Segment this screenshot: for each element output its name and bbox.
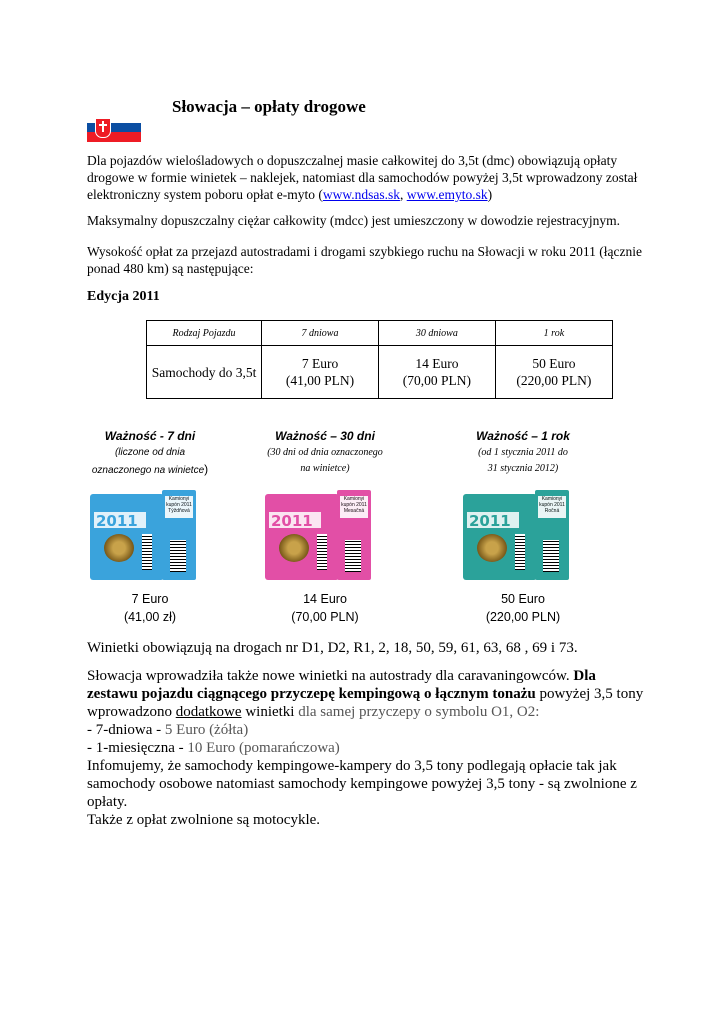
vignette-30-day-image [265, 490, 373, 582]
vignette-sticker-coupon: Kamionyi kupón 2011 Týždňová [162, 490, 196, 580]
vignette-sticker-coupon: Kamionyi kupón 2011 Ročná [535, 490, 569, 580]
vignette-7-day-image [90, 490, 198, 582]
vignette-year: 2011 [96, 512, 138, 530]
emyto-link[interactable]: www.emyto.sk [406, 187, 488, 202]
vignette-1-year-title: Ważność – 1 rok [476, 429, 570, 443]
mdcc-paragraph: Maksymalny dopuszczalny ciężar całkowity (mdcc) jest umieszczony w dowodzie rejestracyjnym. [87, 213, 621, 228]
fees-table [146, 320, 613, 399]
edition-heading: Edycja 2011 [87, 289, 160, 304]
barcode-icon [142, 534, 152, 570]
vignette-sticker-coupon: Kamionyi kupón 2011 Mesačná [337, 490, 371, 580]
motorcycle-info: Także z opłat zwolnione są motocykle. [87, 812, 321, 828]
vignette-1-year-image [463, 490, 571, 582]
fees-paragraph: Wysokość opłat za przejazd autostradami i drogami szybkiego ruchu na Słowacji w roku 2011 (łącznie ponad 480 km) są następujące: [87, 244, 643, 276]
price-cell-1-year: 50 Euro (220,00 PLN) [495, 346, 612, 399]
ndsas-link[interactable]: www.ndsas.sk [322, 187, 400, 202]
header-vehicle-type: Rodzaj Pojazdu [147, 321, 262, 346]
emblem-icon [477, 534, 507, 562]
price-cell-7-day: 7 Euro (41,00 PLN) [262, 346, 379, 399]
roads-paragraph: Winietki obowiązują na drogach nr D1, D2, R1, 2, 18, 50, 59, 61, 63, 68 , 69 i 73. [87, 640, 578, 656]
camper-info: Infomujemy, że samochody kempingowe-kampery do 3,5 tony podlegają opłacie tak jak samochody osobowe natomiast samochody kempingowe powyżej 3,5 tony - są zwolnione z opłaty. [87, 758, 637, 810]
header-7-day: 7 dniowa [262, 321, 379, 346]
vignette-30-day-price: 14 Euro (70,00 PLN) [291, 592, 359, 624]
intro-paragraph: Dla pojazdów wielośladowych o dopuszczalnej masie całkowitej do 3,5t (dmc) obowiązują opłaty drogowe w formie winietek – naklejek, natomiast dla samochodów powyżej 3,5t wprowadzony został elektroniczny system poboru opłat e-myto (www.ndsas.sk, www.emyto.sk) [87, 153, 638, 202]
vehicle-cell: Samochody do 3,5t [147, 346, 262, 399]
page-title: Słowacja – opłaty drogowe [172, 97, 366, 116]
vignette-1-year-price: 50 Euro (220,00 PLN) [485, 592, 561, 624]
header-1-year: 1 rok [495, 321, 612, 346]
caravan-section: Słowacja wprowadziła także nowe winietki na autostrady dla caravaningowców. Dla zestawu pojazdu ciągnącego przyczepę kempingową o łącznym tonażu powyżej 3,5 tony wprowadzono dodatkowe winietki dla samej przyczepy o symbolu O1, O2: - 7-dniowa - 5 Euro (żółta) - 1-miesięczna - 10 Euro (pomarańczowa) Infomujemy, że samochody kempingowe-kampery do 3,5 tony podlegają opłacie tak jak samochody osobowe natomiast samochody kempingowe powyżej 3,5 tony - są zwolnione z opłaty. Także z opłat zwolnione są motocykle. [87, 668, 644, 828]
vignette-30-day-title: Ważność – 30 dni [275, 429, 375, 443]
barcode-icon [515, 534, 525, 570]
vignette-1-year-subtitle: (od 1 stycznia 2011 do 31 stycznia 2012) [478, 447, 568, 474]
emblem-icon [104, 534, 134, 562]
vignette-sticker-main [90, 494, 164, 580]
vignette-7-day-price: 7 Euro (41,00 zł) [123, 592, 177, 624]
price-cell-30-day: 14 Euro (70,00 PLN) [378, 346, 495, 399]
vignette-year: 2011 [469, 512, 511, 530]
caravan-1-month-item: - 1-miesięczna - 10 Euro (pomarańczowa) [87, 740, 340, 756]
vignette-year: 2011 [271, 512, 313, 530]
barcode-icon [317, 534, 327, 570]
vignette-sticker-main [265, 494, 339, 580]
vignette-30-day-subtitle: (30 dni od dnia oznaczonego na winietce) [267, 447, 383, 474]
vignette-sticker-main [463, 494, 537, 580]
vignette-7-day-subtitle: (liczone od dnia oznaczonego na winietce) [91, 447, 209, 476]
table-header-row [147, 321, 613, 346]
slovakia-flag-icon [87, 113, 141, 142]
table-row [147, 346, 613, 399]
header-30-day: 30 dniowa [378, 321, 495, 346]
caravan-7-day-item: - 7-dniowa - 5 Euro (żółta) [87, 722, 249, 738]
emblem-icon [279, 534, 309, 562]
vignette-7-day-title: Ważność - 7 dni [104, 429, 196, 443]
